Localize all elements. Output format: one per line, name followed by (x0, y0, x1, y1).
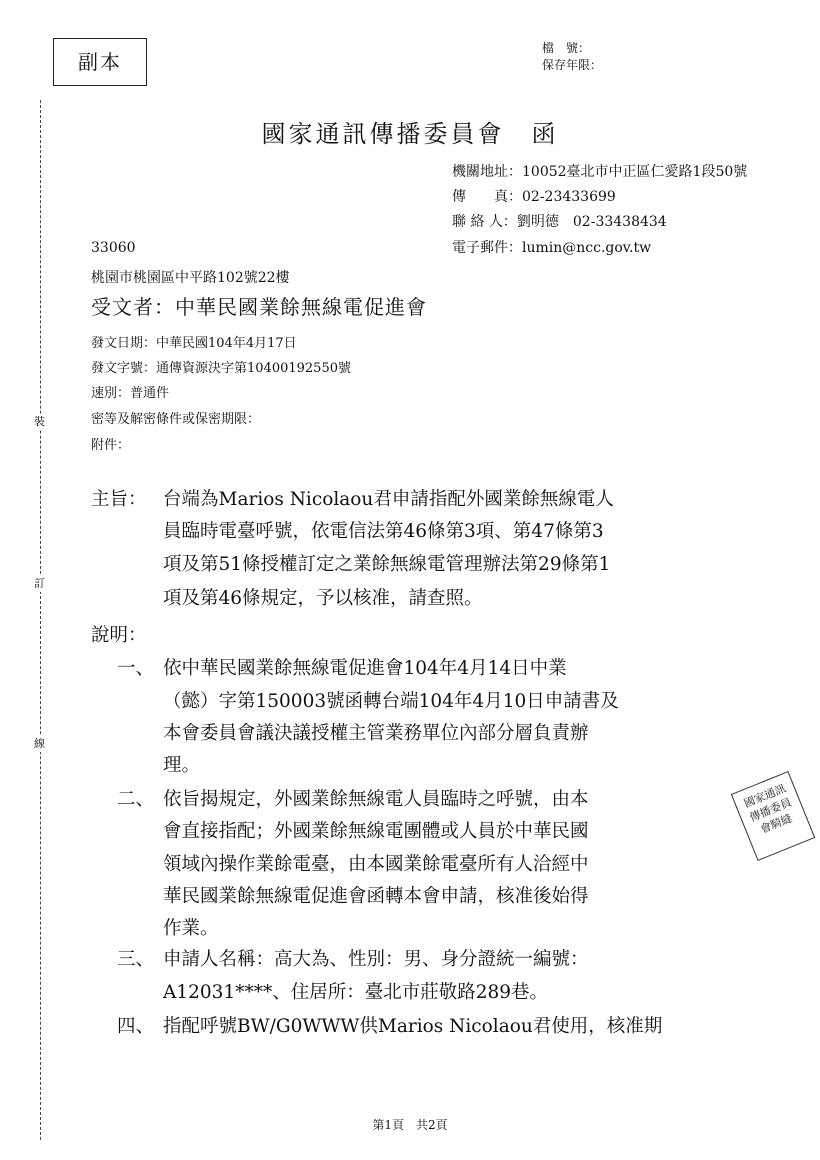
item-line: 作業。 (163, 918, 219, 939)
seal-stamp: 國家通訊傳播委員會騎縫 (731, 771, 815, 861)
issue-security: 密等及解密條件或保密期限： (91, 412, 261, 427)
subject-label: 主旨： (91, 489, 147, 510)
item-line: 領域內操作業餘電臺，由本國業餘電臺所有人洽經中 (163, 854, 589, 875)
postal-code: 33060 (91, 240, 136, 256)
item-line: （懿）字第150003號函轉台端104年4月10日申請書及 (163, 691, 619, 712)
issue-date: 發文日期：中華民國104年4月17日 (91, 336, 297, 351)
contact-email: 電子郵件：lumin@ncc.gov.tw (452, 240, 652, 256)
copy-stamp: 副本 (53, 38, 147, 86)
recipient-street: 桃園市桃園區中平路102號22樓 (91, 270, 290, 286)
subject-line: 項及第46條規定，予以核准，請查照。 (163, 588, 483, 609)
item-line: 本會委員會議決議授權主管業務單位內部分層負責辦 (163, 723, 589, 744)
binding-mark-xian: 線 (34, 737, 45, 750)
issue-attachment: 附件： (91, 438, 131, 453)
subject-line: 員臨時電臺呼號，依電信法第46條第3項、第47條第3 (163, 521, 604, 542)
item-number: 二、 (117, 789, 155, 810)
item-line: A12031****、住居所：臺北市莊敬路289巷。 (163, 982, 549, 1003)
item-line: 依旨揭規定，外國業餘無線電人員臨時之呼號，由本 (163, 789, 589, 810)
item-line: 指配呼號BW/G0WWW供Marios Nicolaou君使用，核准期 (163, 1016, 663, 1037)
contact-fax: 傳 真：02-23433699 (452, 189, 616, 205)
retention-label: 保存年限： (542, 58, 603, 72)
item-line: 理。 (163, 755, 201, 776)
issue-speed: 速別：普通件 (91, 386, 170, 401)
binding-line (40, 100, 41, 1140)
page-footer: 第1頁 共2頁 (372, 1118, 448, 1132)
document-title: 國家通訊傳播委員會 函 (261, 120, 559, 148)
explanation-label: 說明： (91, 625, 147, 646)
item-line: 申請人名稱：高大為、性別：男、身分證統一編號： (163, 949, 589, 970)
item-line: 依中華民國業餘無線電促進會104年4月14日中業 (163, 658, 567, 679)
item-line: 華民國業餘無線電促進會函轉本會申請，核准後始得 (163, 886, 589, 907)
binding-mark-zhuang: 裝 (34, 415, 45, 428)
subject-line: 項及第51條授權訂定之業餘無線電管理辦法第29條第1 (163, 554, 611, 575)
issue-number: 發文字號：通傳資源決字第10400192550號 (91, 361, 351, 376)
file-number-label: 檔 號： (542, 41, 591, 55)
item-number: 三、 (117, 949, 155, 970)
recipient: 受文者：中華民國業餘無線電促進會 (91, 295, 427, 319)
item-number: 四、 (117, 1016, 155, 1037)
item-line: 會直接指配；外國業餘無線電團體或人員於中華民國 (163, 821, 589, 842)
contact-person: 聯 絡 人：劉明德 02-33438434 (452, 214, 667, 230)
binding-mark-ding: 訂 (34, 577, 45, 590)
item-number: 一、 (117, 658, 155, 679)
contact-address: 機關地址：10052臺北市中正區仁愛路1段50號 (452, 164, 748, 180)
subject-line: 台端為Marios Nicolaou君申請指配外國業餘無線電人 (163, 489, 614, 510)
